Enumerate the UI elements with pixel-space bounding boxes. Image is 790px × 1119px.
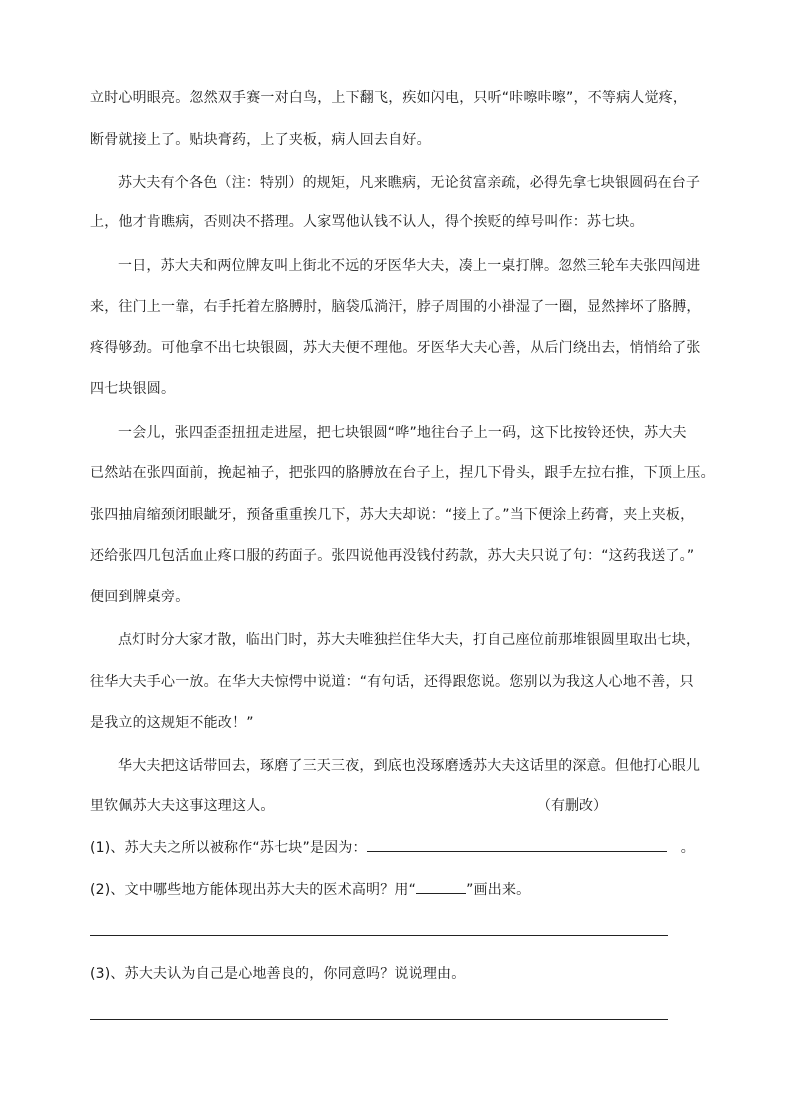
question-3-text: (3)、苏大夫认为自己是心地善良的，你同意吗？说说理由。 [90,966,466,982]
underline-sample [416,893,466,894]
paragraph-3-line-1: 一日，苏大夫和两位牌友叫上街北不远的牙医华大夫，凑上一桌打牌。忽然三轮车夫张四闯进 [118,258,701,274]
question-2-text: (2)、文中哪些地方能体现出苏大夫的医术高明？用“ [90,882,417,898]
paragraph-1-line-2: 断骨就接上了。贴块膏药，上了夹板，病人回去自好。 [90,132,431,148]
paragraph-1-line-1: 立时心明眼亮。忽然双手赛一对白鸟，上下翻飞，疾如闪电，只听“咔嚓咔嚓”，不等病人觉疼， [90,90,688,106]
question-3-answer-line[interactable] [90,1019,668,1020]
paragraph-2-line-1: 苏大夫有个各色（注：特别）的规矩，凡来瞧病，无论贫富亲疏，必得先拿七块银圆码在台子 [118,175,701,191]
question-1-text: (1)、苏大夫之所以被称作“苏七块”是因为： [90,840,367,856]
paragraph-3-line-4: 四七块银圆。 [90,381,176,397]
paragraph-4-line-1: 一会儿，张四歪歪扭扭走进屋，把七块银圆“哗”地往台子上一码，这下比按铃还快，苏大夫 [118,425,687,441]
paragraph-6-line-2: 里钦佩苏大夫这事这理这人。 [90,798,275,814]
paragraph-4-line-3: 张四抽肩缩颈闭眼龇牙，预备重重挨几下，苏大夫却说：“接上了。”当下便涂上药膏，夹上夹板， [90,507,695,523]
question-2-answer-line[interactable] [90,935,668,936]
paragraph-4-line-5: 便回到牌桌旁。 [90,589,190,605]
question-2 [90,880,710,900]
question-1-answer-blank[interactable] [367,851,667,852]
paragraph-4-line-2: 已然站在张四面前，挽起袖子，把张四的胳膊放在台子上，捏几下骨头，跟手左拉右推，下顶上压。 [90,465,715,481]
paragraph-3-line-3: 疼得够劲。可他拿不出七块银圆，苏大夫便不理他。牙医华大夫心善，从后门绕出去，悄悄给了张 [90,340,701,356]
question-2-suffix: ”画出来。 [466,882,531,898]
paragraph-4-line-4: 还给张四几包活血止疼口服的药面子。张四说他再没钱付药款，苏大夫只说了句：“这药我送了。” [90,548,695,564]
paragraph-6-line-1: 华大夫把这话带回去，琢磨了三天三夜，到底也没琢磨透苏大夫这话里的深意。但他打心眼儿 [118,758,701,774]
edit-note: （有删改） [537,798,607,814]
paragraph-5-line-2: 往华大夫手心一放。在华大夫惊愕中说道：“有句话，还得跟您说。您别以为我这人心地不善，只 [90,674,694,690]
question-1-suffix: 。 [680,840,695,856]
question-1 [90,838,720,858]
paragraph-5-line-1: 点灯时分大家才散，临出门时，苏大夫唯独拦住华大夫，打自己座位前那堆银圆里取出七块， [118,632,701,648]
paragraph-5-line-3: 是我立的这规矩不能改！” [90,715,254,731]
question-3 [90,964,710,984]
paragraph-2-line-2: 上，他才肯瞧病，否则决不搭理。人家骂他认钱不认人，得个挨贬的绰号叫作：苏七块。 [90,214,644,230]
paragraph-3-line-2: 来，往门上一靠，右手托着左胳膊肘，脑袋瓜淌汗，脖子周围的小褂湿了一圈，显然摔坏了胳膊， [90,299,701,315]
